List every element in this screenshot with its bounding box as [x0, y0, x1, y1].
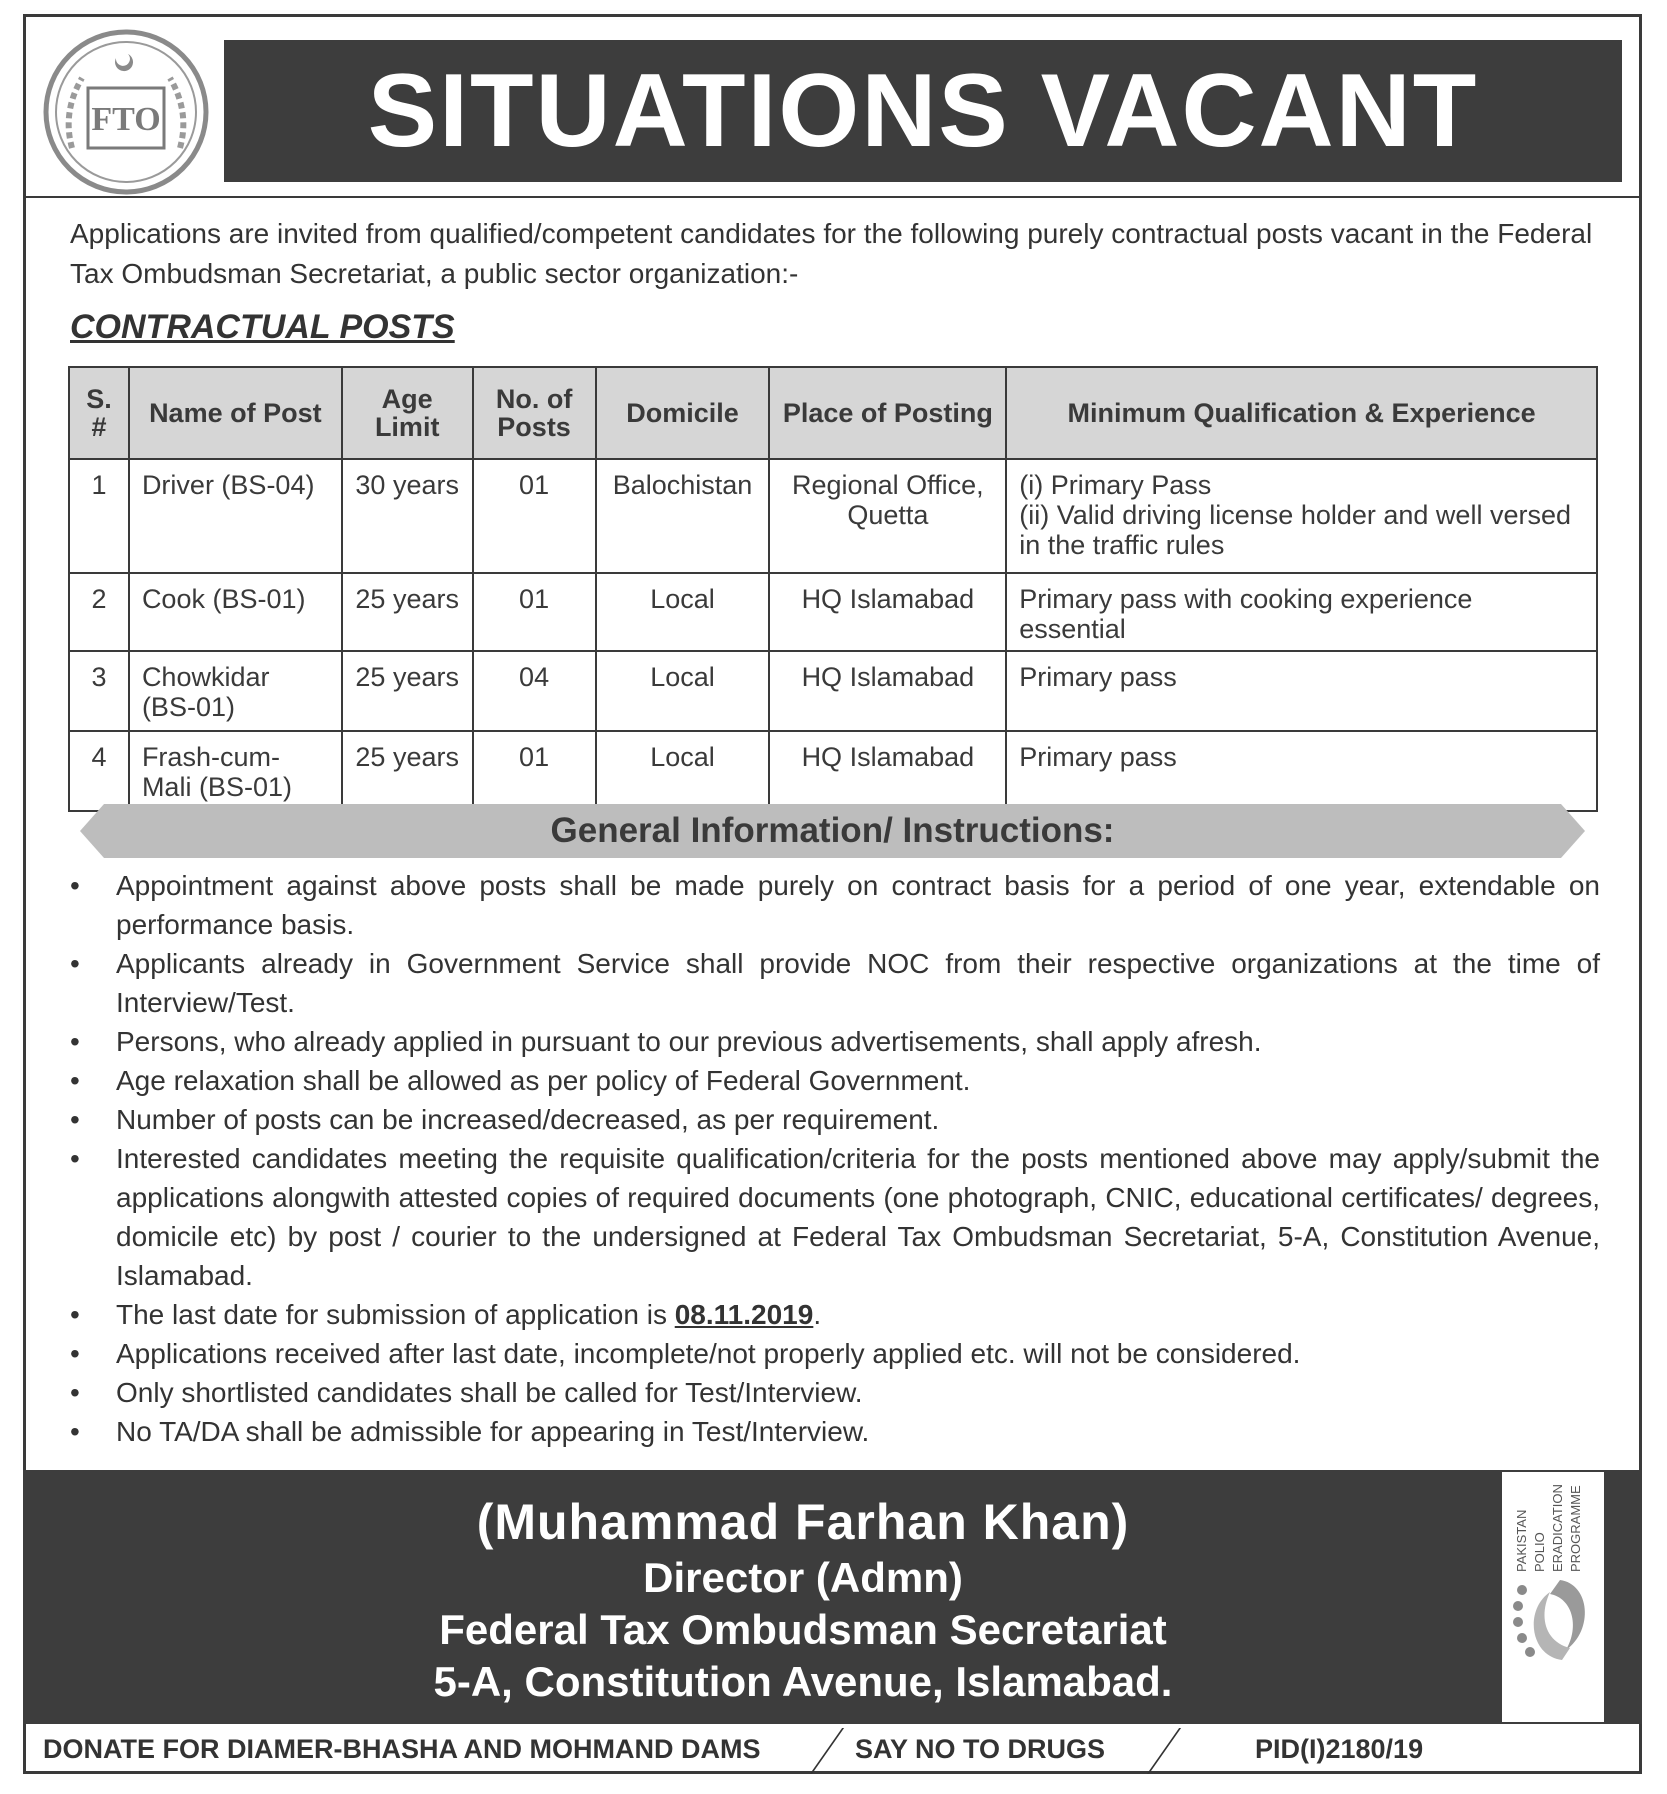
ftom-emblem-icon [42, 28, 210, 196]
footer-divider [1147, 1728, 1181, 1774]
col-header-qualification: Minimum Qualification & Experience [1006, 367, 1597, 459]
instruction-text: Applicants already in Government Service shall provide NOC from their respective organizations at the time of Interview/Test. [116, 948, 1600, 1018]
last-date-prefix: The last date for submission of application is [116, 1299, 675, 1330]
list-item [70, 1100, 1600, 1139]
footer-drugs-slogan: SAY NO TO DRUGS [855, 1734, 1106, 1764]
signatory-address: 5-A, Constitution Avenue, Islamabad. [433, 1658, 1173, 1705]
footer-dams-slogan: DONATE FOR DIAMER-BHASHA AND MOHMAND DAMS [43, 1734, 761, 1764]
cell-qualification: Primary pass [1006, 651, 1597, 731]
cell-sno: 2 [69, 573, 129, 651]
signatory-designation: Director (Admn) [643, 1554, 963, 1601]
table-row [69, 651, 1597, 731]
intro-paragraph: Applications are invited from qualified/competent candidates for the following purely contractual posts vacant in the Federal Tax Ombudsman Secretariat, a public sector organization:- [70, 218, 1593, 289]
list-item [70, 1061, 1600, 1100]
cell-name: Chowkidar (BS-01) [129, 651, 342, 731]
cell-age: 25 years [342, 731, 473, 811]
last-date: 08.11.2019 [674, 1299, 814, 1330]
list-item [70, 1334, 1600, 1373]
list-item [70, 1139, 1600, 1295]
instruction-text: No TA/DA shall be admissible for appearing in Test/Interview. [116, 1416, 870, 1447]
cell-name: Frash-cum-Mali (BS-01) [129, 731, 342, 811]
cell-domicile: Local [596, 651, 770, 731]
cell-sno: 3 [69, 651, 129, 731]
signatory-organization: Federal Tax Ombudsman Secretariat [439, 1606, 1167, 1653]
table-row [69, 731, 1597, 811]
cell-sno: 4 [69, 731, 129, 811]
cell-place: HQ Islamabad [769, 731, 1006, 811]
footer-bar [23, 1724, 1642, 1774]
bullet-icon: • [70, 870, 80, 901]
cell-sno: 1 [69, 459, 129, 573]
col-header-posts: No. of Posts [473, 367, 596, 459]
cell-age: 30 years [342, 459, 473, 573]
last-date-suffix: . [813, 1299, 822, 1330]
instructions-list [70, 866, 1600, 1451]
cell-qualification: Primary pass with cooking experience essential [1006, 573, 1597, 651]
cell-qualification [1006, 459, 1597, 573]
list-item [70, 1373, 1600, 1412]
col-header-age: Age Limit [342, 367, 473, 459]
polio-badge-text [1508, 1480, 1598, 1574]
cell-posts: 01 [473, 459, 596, 573]
header-banner [224, 40, 1622, 182]
polio-line-4: PROGRAMME [1568, 1485, 1583, 1572]
instruction-text: Age relaxation shall be allowed as per policy of Federal Government. [116, 1065, 971, 1096]
posts-table [68, 366, 1598, 812]
instruction-text: Number of posts can be increased/decreased, as per requirement. [116, 1104, 940, 1135]
footer-divider [810, 1728, 844, 1774]
cell-domicile: Local [596, 731, 770, 811]
bullet-icon: • [70, 1065, 80, 1096]
signature-lines [23, 1492, 1583, 1708]
section-heading: CONTRACTUAL POSTS [70, 308, 455, 346]
col-header-name: Name of Post [129, 367, 342, 459]
cell-age: 25 years [342, 573, 473, 651]
list-item [70, 1412, 1600, 1451]
list-item [70, 866, 1600, 944]
table-row [69, 573, 1597, 651]
bullet-icon: • [70, 1377, 80, 1408]
cell-age: 25 years [342, 651, 473, 731]
instruction-text: Persons, who already applied in pursuant to our previous advertisements, shall apply afresh. [116, 1026, 1262, 1057]
logo-text: FTO [91, 101, 161, 138]
footer-pid: PID(I)2180/19 [1255, 1734, 1424, 1764]
cell-name: Driver (BS-04) [129, 459, 342, 573]
cell-posts: 01 [473, 573, 596, 651]
list-item [70, 944, 1600, 1022]
col-header-place: Place of Posting [769, 367, 1006, 459]
page-title: SITUATIONS VACANT [367, 53, 1479, 169]
cell-posts: 01 [473, 731, 596, 811]
list-item [70, 1295, 1600, 1334]
col-header-domicile: Domicile [596, 367, 770, 459]
polio-line-1: PAKISTAN [1514, 1509, 1529, 1572]
cell-domicile: Balochistan [596, 459, 770, 573]
instruction-text: Applications received after last date, incomplete/not properly applied etc. will not be considered. [116, 1338, 1301, 1369]
cell-qualification: Primary pass [1006, 731, 1597, 811]
instruction-text: Appointment against above posts shall be made purely on contract basis for a period of one year, extendable on performance basis. [116, 870, 1600, 940]
header-divider [23, 196, 1642, 198]
bullet-icon: • [70, 1299, 80, 1330]
polio-line-3: ERADICATION [1550, 1484, 1565, 1572]
list-item [70, 1022, 1600, 1061]
bullet-icon: • [70, 1026, 80, 1057]
polio-programme-logo-icon [1510, 1570, 1596, 1666]
cell-name: Cook (BS-01) [129, 573, 342, 651]
col-header-sno: S. # [69, 367, 129, 459]
instruction-text: Only shortlisted candidates shall be called for Test/Interview. [116, 1377, 863, 1408]
general-info-heading: General Information/ Instructions: [550, 811, 1115, 850]
instruction-text: Interested candidates meeting the requisite qualification/criteria for the posts mentioned above may apply/submit the applications alongwith attested copies of required documents (one photograph, CNIC, educational certificates/ degrees, domicile etc) by post / courier to the undersigned at Federal Tax Ombudsman Secretariat, 5-A, Constitution Avenue, Islamabad. [116, 1143, 1600, 1291]
bullet-icon: • [70, 1104, 80, 1135]
qualification-line: (ii) Valid driving license holder and well versed in the traffic rules [1019, 500, 1571, 560]
cell-domicile: Local [596, 573, 770, 651]
bullet-icon: • [70, 1143, 80, 1174]
bullet-icon: • [70, 1416, 80, 1447]
qualification-line: (i) Primary Pass [1019, 470, 1212, 500]
signatory-name: (Muhammad Farhan Khan) [476, 1494, 1130, 1550]
cell-place: HQ Islamabad [769, 573, 1006, 651]
table-row [69, 459, 1597, 573]
cell-place: HQ Islamabad [769, 651, 1006, 731]
bullet-icon: • [70, 1338, 80, 1369]
table-header-row [69, 367, 1597, 459]
cell-place: Regional Office, Quetta [769, 459, 1006, 573]
polio-line-2: POLIO [1532, 1532, 1547, 1572]
cell-posts: 04 [473, 651, 596, 731]
bullet-icon: • [70, 948, 80, 979]
